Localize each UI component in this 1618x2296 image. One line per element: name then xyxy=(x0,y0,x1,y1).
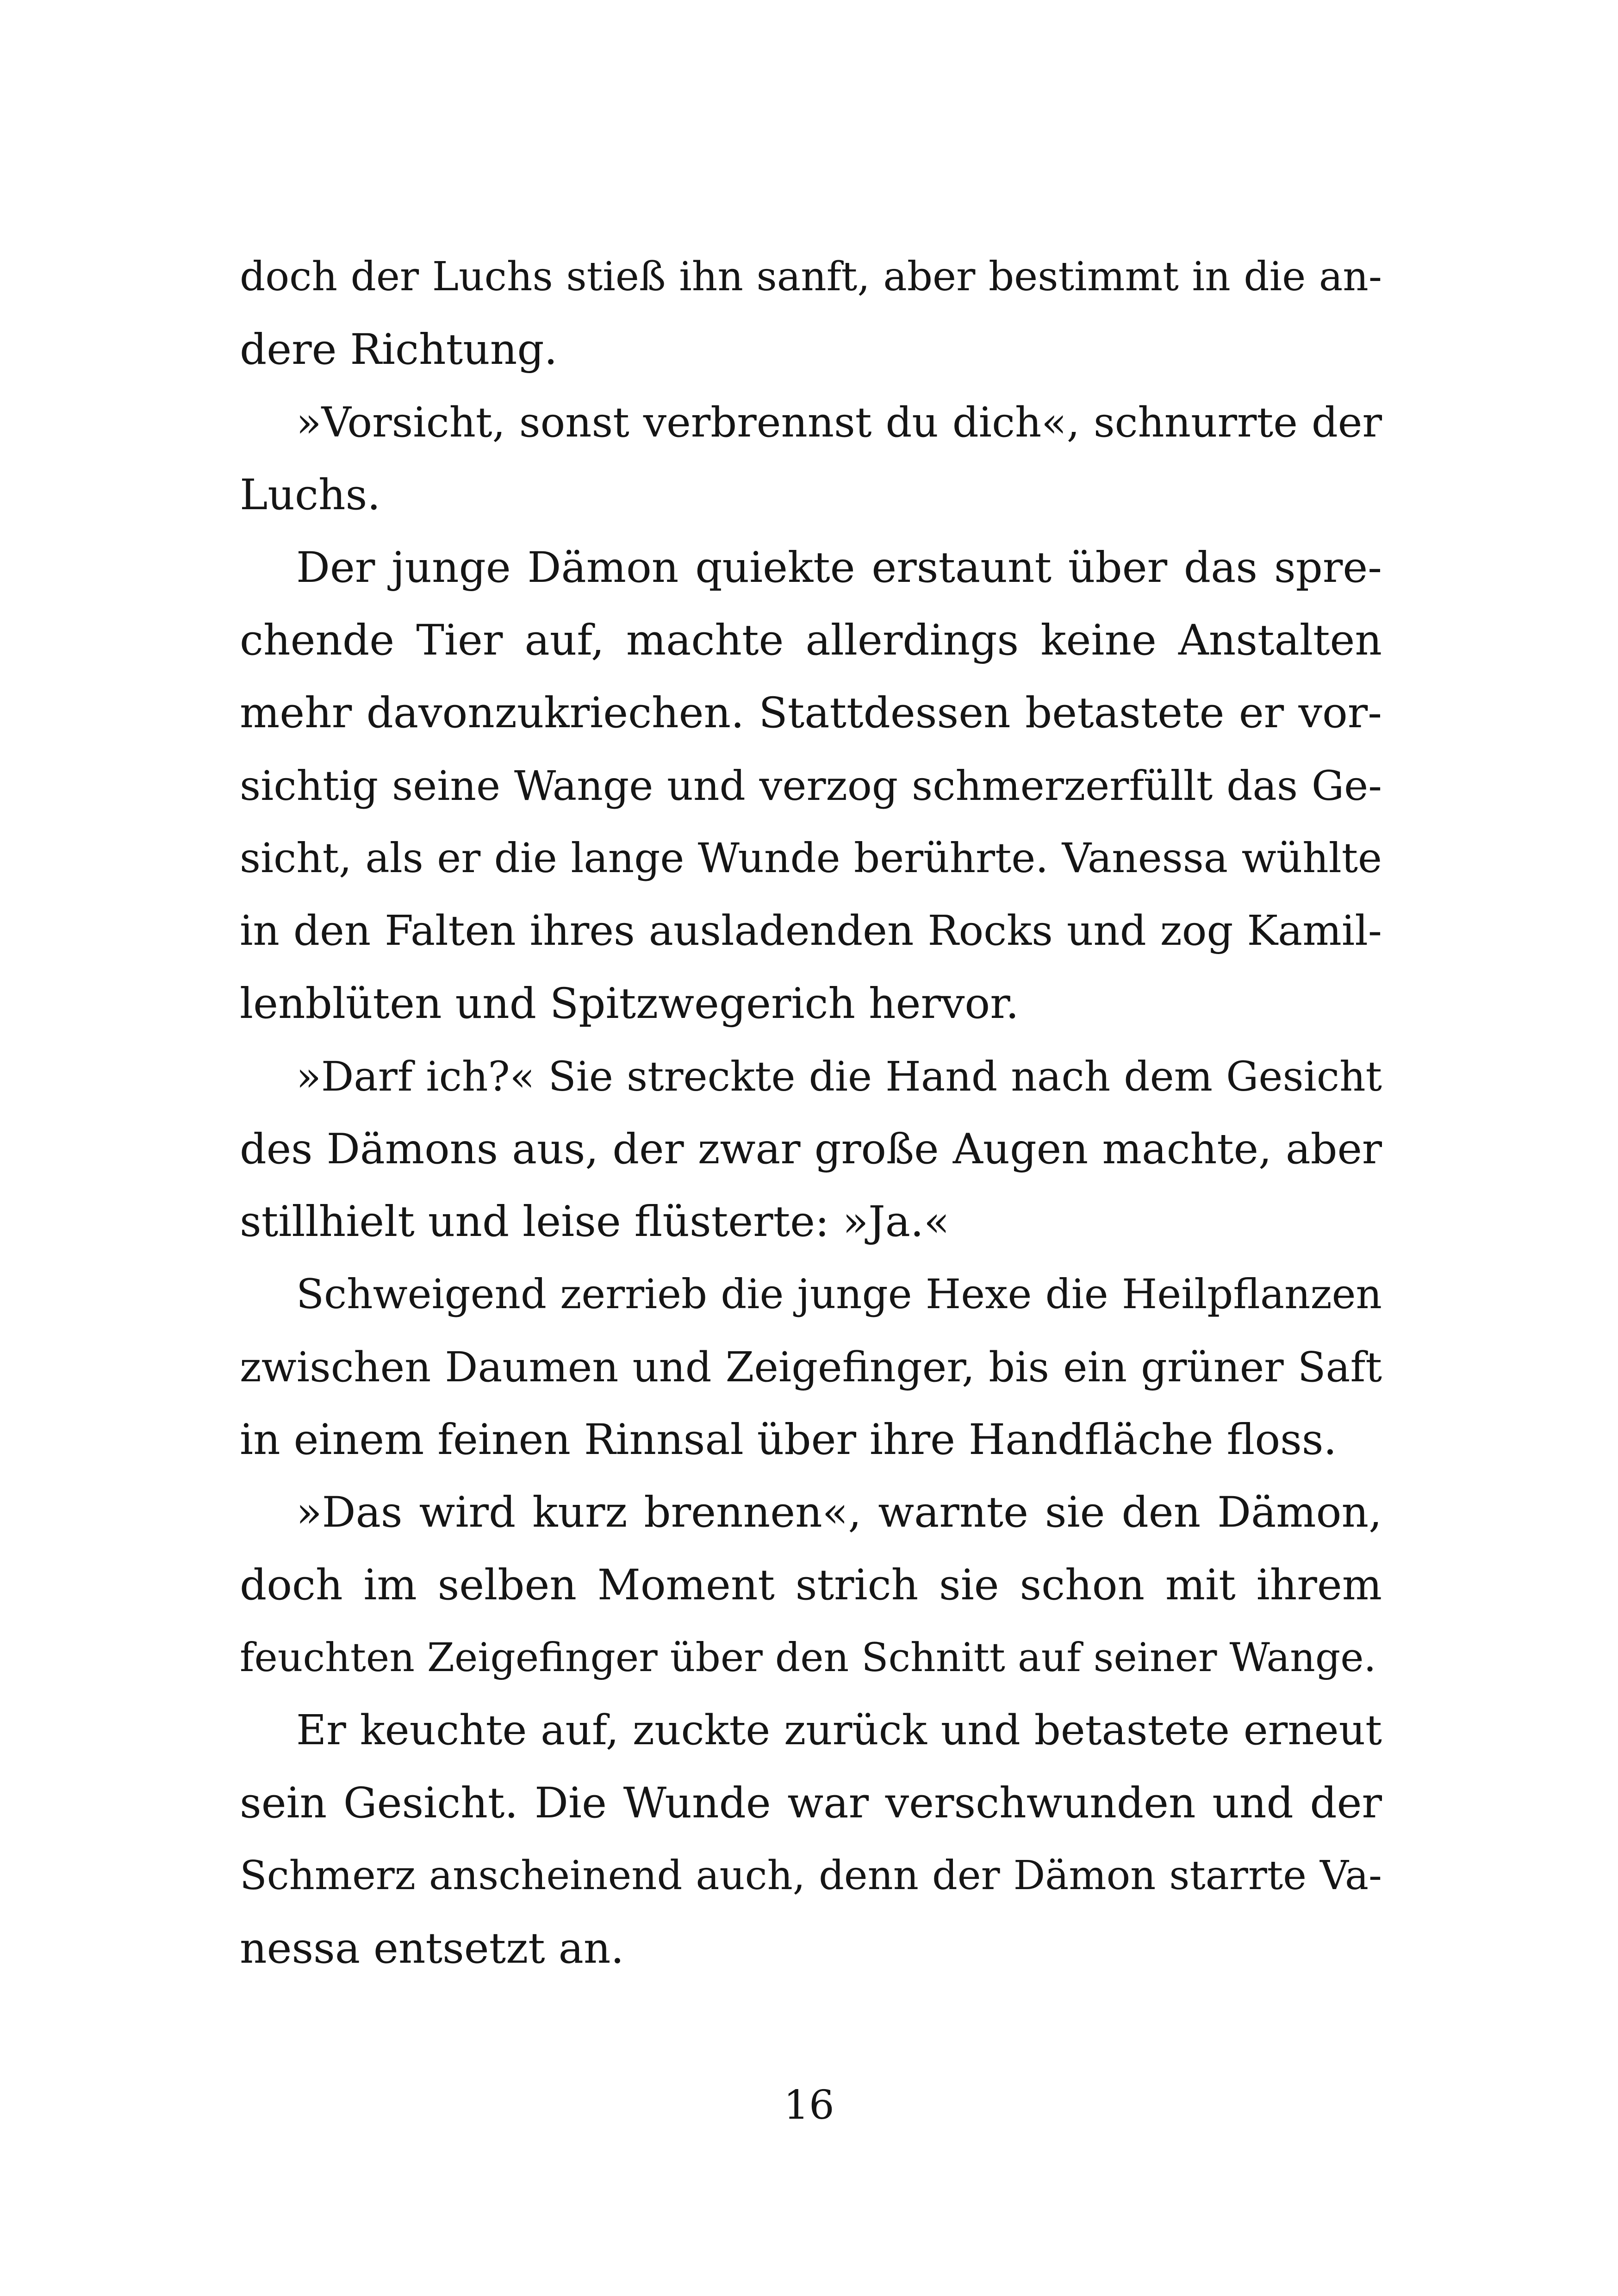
text-line: Luchs. xyxy=(240,471,381,519)
text-line: des Dämons aus, der zwar große Augen machte, aber xyxy=(240,1125,1382,1173)
paragraph xyxy=(240,1258,1382,1476)
text-line: doch im selben Moment strich sie schon mit ihrem xyxy=(240,1561,1382,1610)
text-line: sicht, als er die lange Wunde berührte. Vanessa wühlte xyxy=(240,835,1382,882)
text-line: Er keuchte auf, zuckte zurück und betastete erneut xyxy=(296,1706,1382,1754)
paragraph xyxy=(240,1040,1382,1258)
text-line: mehr davonzukriechen. Stattdessen betastete er vor- xyxy=(240,689,1382,737)
text-line: in einem feinen Rinnsal über ihre Handfläche floss. xyxy=(240,1416,1337,1464)
paragraph xyxy=(240,386,1382,531)
text-line: in den Falten ihres ausladenden Rocks und zog Kamil- xyxy=(240,907,1382,955)
text-line: chende Tier auf, machte allerdings keine Anstalten xyxy=(240,616,1382,665)
text-line: stillhielt und leise flüsterte: »Ja.« xyxy=(240,1198,950,1246)
page-number: 16 xyxy=(784,2082,834,2128)
paragraph xyxy=(240,241,1382,386)
text-line: zwischen Daumen und Zeigefinger, bis ein grüner Saft xyxy=(240,1343,1382,1391)
text-line: lenblüten und Spitzwegerich hervor. xyxy=(240,980,1019,1028)
text-line: Der junge Dämon quiekte erstaunt über das spre- xyxy=(296,543,1382,592)
text-line: »Das wird kurz brennen«, warnte sie den Dämon, xyxy=(296,1488,1382,1537)
text-line: dere Richtung. xyxy=(240,325,558,374)
body-text xyxy=(240,241,1382,1985)
text-line: Schmerz anscheinend auch, denn der Dämon starrte Va- xyxy=(240,1853,1382,1899)
text-line: nessa entsetzt an. xyxy=(240,1924,624,1973)
paragraph xyxy=(240,1694,1382,1985)
text-line: Schweigend zerrieb die junge Hexe die Heilpflanzen xyxy=(296,1271,1382,1318)
text-line: doch der Luchs stieß ihn sanft, aber bestimmt in die an- xyxy=(240,254,1382,300)
text-line: »Vorsicht, sonst verbrennst du dich«, schnurrte der xyxy=(296,398,1382,446)
paragraph xyxy=(240,1476,1382,1694)
text-line: sein Gesicht. Die Wunde war verschwunden und der xyxy=(240,1779,1382,1828)
text-line: »Darf ich?« Sie streckte die Hand nach dem Gesicht xyxy=(296,1053,1382,1100)
paragraph xyxy=(240,531,1382,1040)
text-line: sichtig seine Wange und verzog schmerzerfüllt das Ge- xyxy=(240,762,1382,810)
text-line: feuchten Zeigefinger über den Schnitt auf seiner Wange. xyxy=(240,1635,1376,1681)
